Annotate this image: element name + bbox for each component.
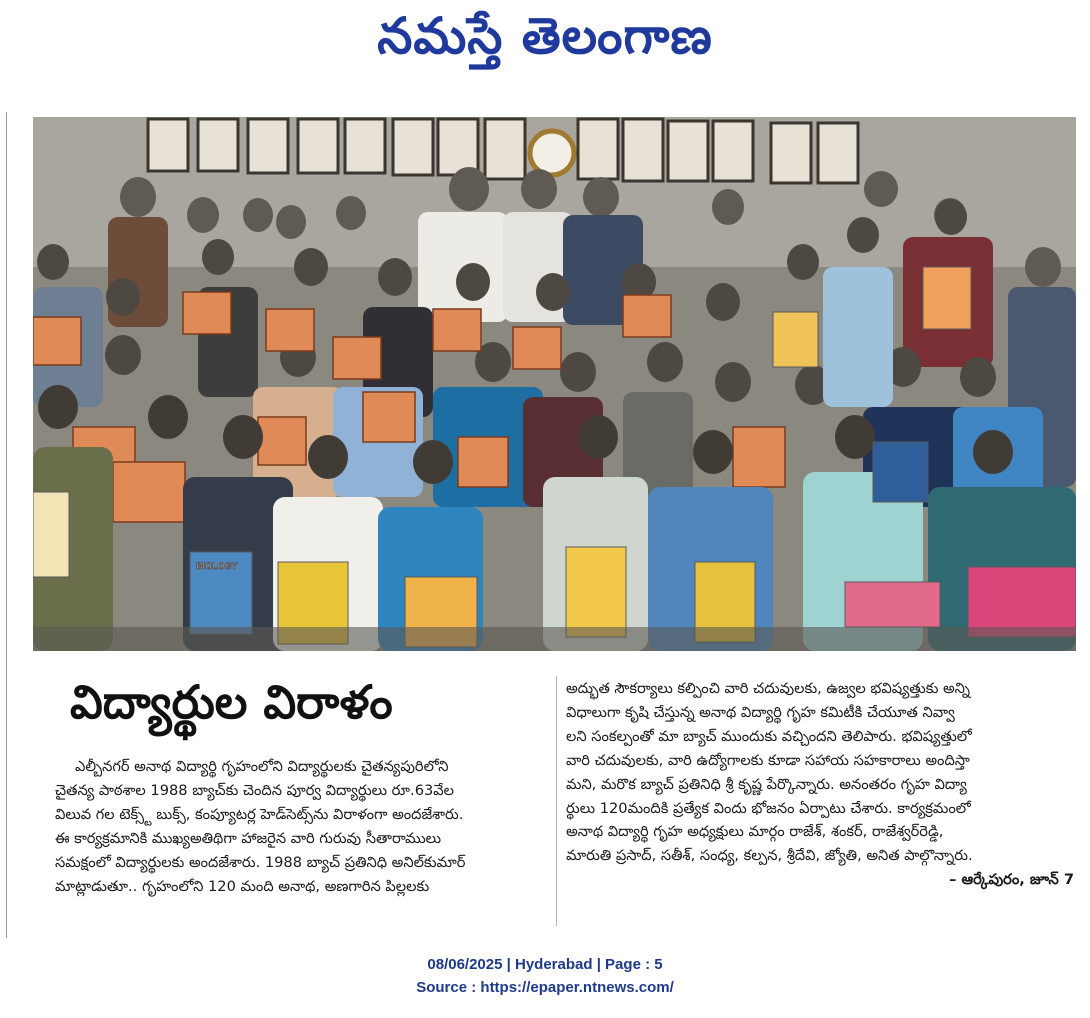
newspaper-title: నమస్తే తెలంగాణ	[377, 6, 713, 65]
article-line: మాట్లాడుతూ.. గృహంలోని 120 మంది అనాథ, అణగారిన పిల్లలకు	[55, 877, 430, 895]
article-right-column	[566, 677, 1074, 892]
left-frame-rule	[6, 112, 7, 938]
wall-clock-icon	[530, 131, 574, 175]
article-left-column	[55, 755, 555, 898]
headline-text: విద్యార్థుల విరాళం	[70, 675, 393, 729]
article-line: విలువ గల టెక్స్ట్ బుక్స్, కంప్యూటర్ల హెడ్‌సెట్స్‌ను విరాళంగా అందజేశారు.	[55, 805, 464, 823]
source-link[interactable]: Source : https://epaper.ntnews.com/	[416, 979, 674, 996]
article-line: ఈ కార్యక్రమానికి ముఖ్యఅతిథిగా హాజరైన వారి గురువు సీతారాములు	[55, 829, 442, 847]
article-line: ర్థులు 120మందికి ప్రత్యేక విందు భోజనం ఏర్పాటు చేశారు. కార్యక్రమంలో	[566, 799, 971, 817]
article-line: అనాథ విద్యార్థి గృహ అధ్యక్షులు మార్గం రాజేశ్, శంకర్, రాజేశ్వర్‌రెడ్డి,	[566, 823, 944, 841]
article-dateline: – ఆర్కేపురం, జూన్ 7	[949, 871, 1074, 889]
article-line: సమక్షంలో విద్యార్థులకు అందజేశారు. 1988 బ్యాచ్ ప్రతినిధి అనిల్‌కుమార్	[55, 853, 466, 871]
edition-info: 08/06/2025 | Hyderabad | Page : 5	[427, 956, 663, 973]
article-line: ఎల్బీనగర్ అనాథ విద్యార్థి గృహంలోని విద్యార్థులకు చైతన్యపురిలోని	[75, 758, 449, 775]
news-photo	[33, 117, 1076, 651]
article-line: విధాలుగా కృషి చేస్తున్న అనాథ విద్యార్థి గృహ కమిటీకి చేయూత నివ్వా	[566, 703, 955, 721]
book-title-label: BIOLOGY	[196, 561, 238, 571]
article-line: లని సంకల్పంతో మా బ్యాచ్ ముందుకు వచ్చిందని తెలిపారు. భవిష్యత్తులో	[566, 727, 972, 745]
masthead	[0, 0, 1090, 84]
group-photo-image	[33, 117, 1076, 651]
article-line: అద్భుత సౌకర్యాలు కల్పించి వారి చదువులకు, ఉజ్వల భవిష్యత్తుకు అన్ని	[566, 680, 970, 697]
article-line: చైతన్య పాఠశాల 1988 బ్యాచ్‌కు చెందిన పూర్వ విద్యార్థులు రూ.63వేల	[55, 781, 454, 799]
article-headline	[70, 676, 540, 740]
article-line: మని, మరొక బ్యాచ్ ప్రతినిధి శ్రీ కృష్ణ పేర్కొన్నారు. అనంతరం గృహ విద్యా	[566, 775, 967, 793]
article-line: మారుతి ప్రసాద్, సతీశ్, సంధ్య, కల్పన, శ్రీదేవి, జ్యోతి, అనిత పాల్గొన్నారు.	[566, 847, 973, 865]
column-divider	[556, 676, 557, 926]
article-line: వారి చదువులకు, వారి ఉద్యోగాలకు కూడా సహాయ సహకారాలు అందిస్తా	[566, 751, 970, 769]
